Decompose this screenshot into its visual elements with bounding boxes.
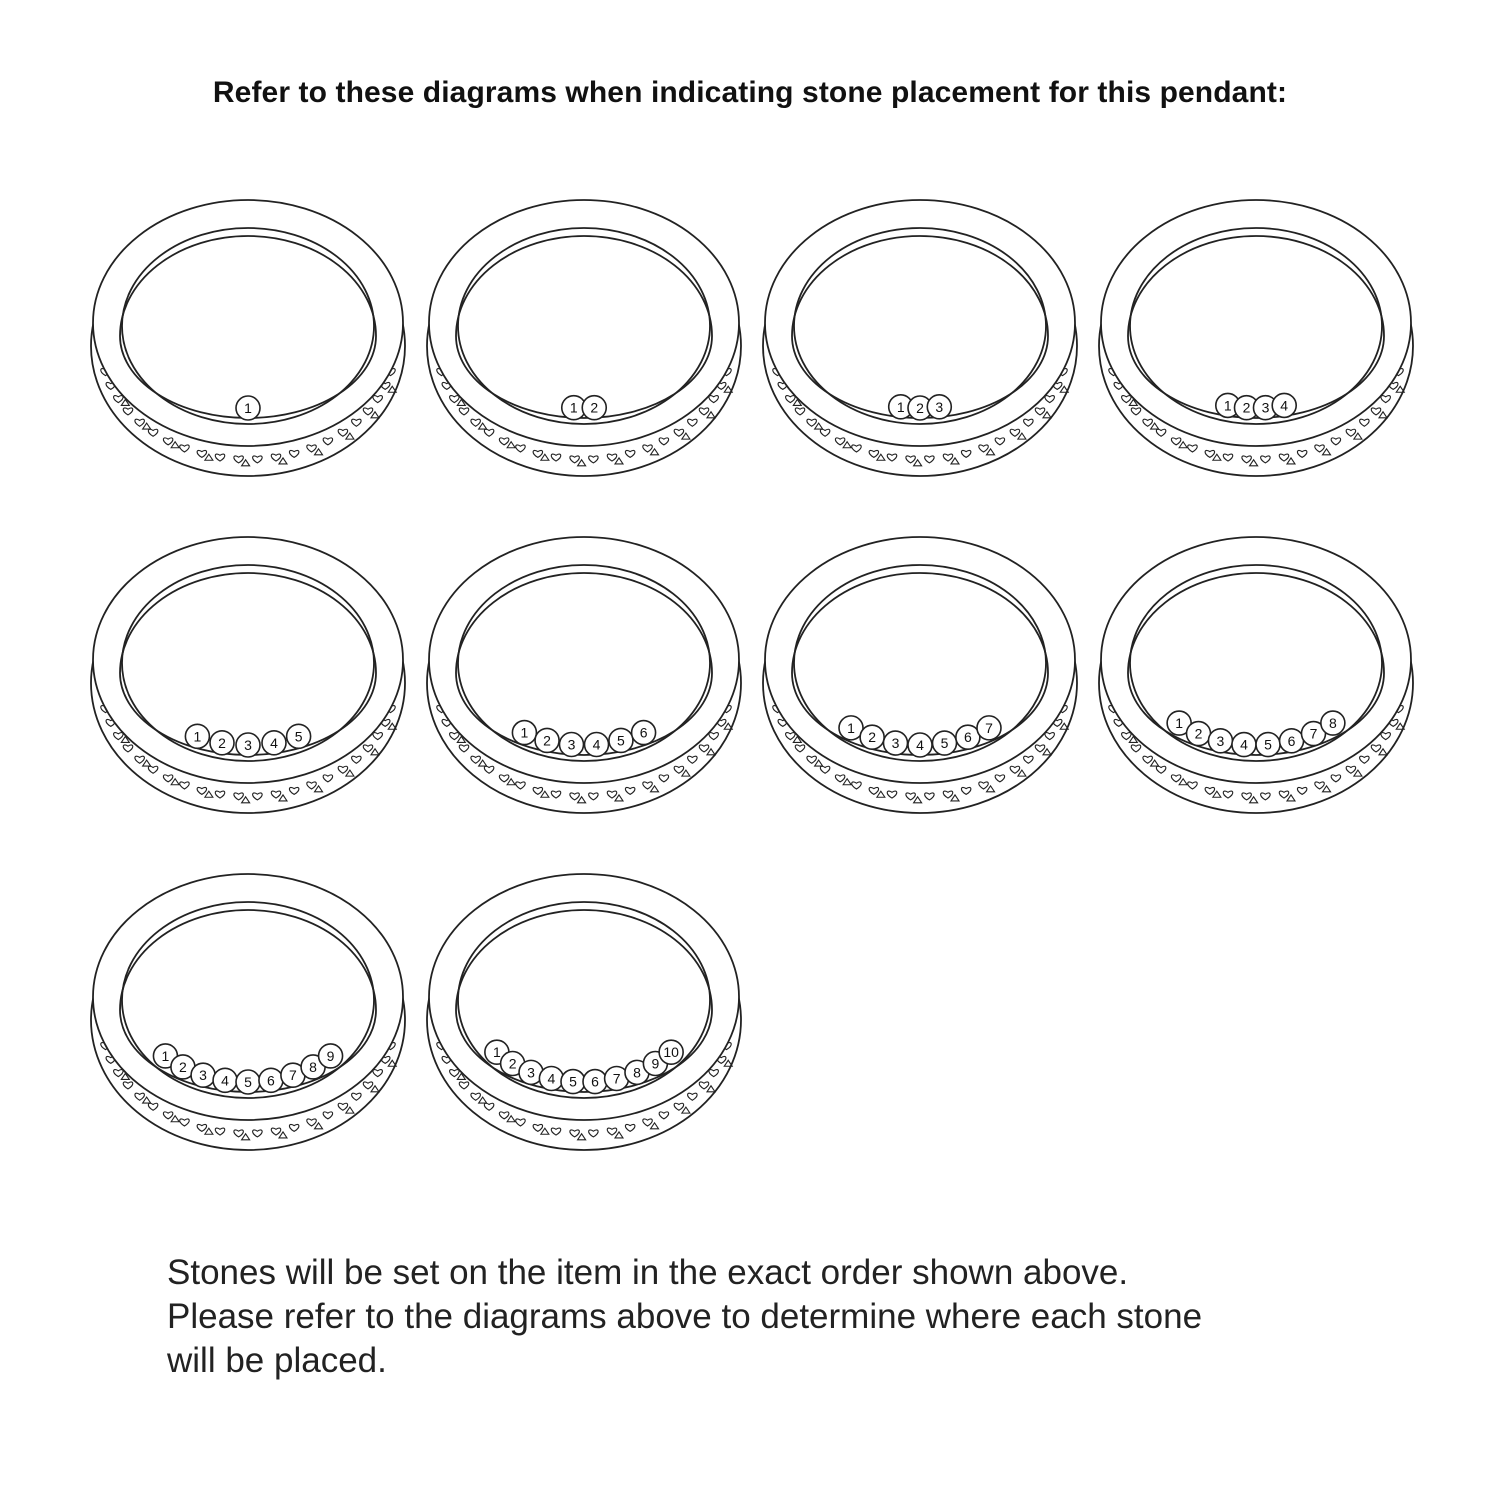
stone-number: 8 [1328, 715, 1337, 732]
stone-number: 3 [891, 735, 900, 752]
stone-3 [1208, 729, 1232, 753]
ring-drawing [88, 535, 408, 825]
stone-number: 6 [267, 1072, 275, 1089]
stone-4 [585, 732, 609, 756]
stone-4 [213, 1068, 237, 1092]
stone-4 [908, 733, 932, 757]
stone-number: 5 [940, 735, 949, 752]
stone-1 [236, 396, 260, 420]
stone-2 [210, 731, 234, 755]
stone-number: 2 [590, 399, 599, 416]
stone-number: 5 [294, 728, 303, 745]
ring-drawing [760, 535, 1080, 825]
stone-number: 8 [633, 1064, 641, 1081]
stone-number: 5 [1264, 736, 1272, 753]
stone-8 [1321, 711, 1345, 735]
stone-number: 4 [916, 737, 924, 753]
stone-number: 6 [1287, 732, 1296, 749]
stone-number: 1 [569, 399, 578, 416]
stone-number: 4 [1280, 397, 1289, 414]
stone-diagram-1 [88, 198, 408, 488]
stone-number: 1 [244, 400, 252, 416]
stone-number: 3 [244, 737, 252, 753]
stone-number: 6 [963, 729, 972, 746]
instructions-line-2: Please refer to the diagrams above to determine where each stone [167, 1297, 1203, 1336]
stone-number: 7 [289, 1067, 297, 1084]
stone-number: 1 [193, 728, 202, 745]
stone-number: 4 [547, 1070, 556, 1087]
stone-2 [1187, 722, 1211, 746]
stone-5 [933, 731, 957, 755]
stone-number: 8 [309, 1058, 317, 1075]
instructions-line-1: Stones will be set on the item in the exact order shown above. [167, 1253, 1129, 1292]
stone-diagram-9 [88, 872, 408, 1162]
stone-number: 1 [520, 724, 529, 741]
stone-5 [236, 1070, 260, 1094]
stone-6 [259, 1068, 283, 1092]
stone-diagram-6 [424, 535, 744, 825]
stone-9 [319, 1044, 343, 1068]
stone-number: 3 [935, 398, 944, 415]
stone-number: 9 [651, 1055, 660, 1072]
stone-4 [262, 731, 286, 755]
stone-6 [583, 1070, 607, 1094]
stone-3 [883, 731, 907, 755]
stone-number: 2 [179, 1058, 187, 1075]
stone-number: 1 [896, 398, 905, 415]
stone-number: 4 [270, 734, 278, 751]
stone-number: 7 [985, 719, 993, 736]
stone-diagram-5 [88, 535, 408, 825]
stone-3 [559, 732, 583, 756]
stone-number: 2 [543, 732, 551, 749]
stone-3 [927, 395, 951, 419]
stone-5 [1256, 733, 1280, 757]
stone-7 [977, 716, 1001, 740]
stone-number: 2 [1242, 399, 1251, 416]
stone-4 [1272, 393, 1296, 417]
stone-diagram-10 [424, 872, 744, 1162]
stone-5 [287, 724, 311, 748]
stone-10 [659, 1040, 683, 1064]
page-title: Refer to these diagrams when indicating stone placement for this pendant: [212, 76, 1288, 109]
stone-number: 9 [326, 1047, 335, 1064]
ring-drawing [1096, 535, 1416, 825]
stone-6 [1280, 729, 1304, 753]
stone-number: 4 [221, 1072, 229, 1089]
stone-6 [632, 721, 656, 745]
stone-number: 3 [567, 736, 576, 753]
stone-number: 5 [569, 1073, 577, 1090]
stone-diagram-3 [760, 198, 1080, 488]
stone-3 [191, 1063, 215, 1087]
ring-drawing [1096, 198, 1416, 488]
stone-5 [561, 1070, 585, 1094]
stone-diagram-4 [1096, 198, 1416, 488]
stone-4 [1232, 733, 1256, 757]
stone-number: 2 [508, 1055, 517, 1072]
stone-number: 2 [1194, 725, 1203, 742]
ring-drawing [88, 198, 408, 488]
stone-2 [535, 728, 559, 752]
stone-number: 2 [868, 729, 877, 746]
stone-number: 7 [612, 1070, 621, 1087]
stone-3 [236, 733, 260, 757]
stone-1 [512, 721, 536, 745]
stone-number: 5 [244, 1074, 252, 1090]
stone-number: 4 [592, 736, 601, 753]
stone-number: 1 [161, 1047, 170, 1064]
stone-number: 4 [1240, 736, 1248, 753]
stone-number: 3 [527, 1064, 535, 1081]
stone-number: 1 [492, 1044, 501, 1061]
stone-number: 6 [591, 1073, 599, 1090]
stone-number: 3 [199, 1067, 207, 1084]
instructions-line-3: will be placed. [167, 1341, 387, 1380]
stone-number: 2 [218, 734, 226, 751]
ring-drawing [424, 198, 744, 488]
stone-diagram-8 [1096, 535, 1416, 825]
stone-4 [539, 1066, 563, 1090]
stone-2 [582, 396, 606, 420]
stone-number: 1 [1223, 397, 1232, 414]
stone-number: 2 [916, 400, 924, 416]
ring-drawing [424, 872, 744, 1162]
stone-number: 5 [617, 732, 625, 749]
ring-drawing [760, 198, 1080, 488]
stone-number: 3 [1261, 399, 1270, 416]
stone-number: 7 [1309, 725, 1318, 742]
stone-number: 1 [847, 719, 855, 736]
stone-number: 10 [663, 1044, 679, 1061]
stone-diagram-7 [760, 535, 1080, 825]
instructions [167, 1251, 1427, 1383]
stone-5 [609, 728, 633, 752]
ring-drawing [88, 872, 408, 1162]
stone-diagram-2 [424, 198, 744, 488]
stone-number: 1 [1175, 715, 1184, 732]
stone-2 [860, 725, 884, 749]
stone-number: 6 [639, 724, 648, 741]
stone-number: 3 [1216, 732, 1225, 749]
stone-1 [185, 724, 209, 748]
ring-drawing [424, 535, 744, 825]
